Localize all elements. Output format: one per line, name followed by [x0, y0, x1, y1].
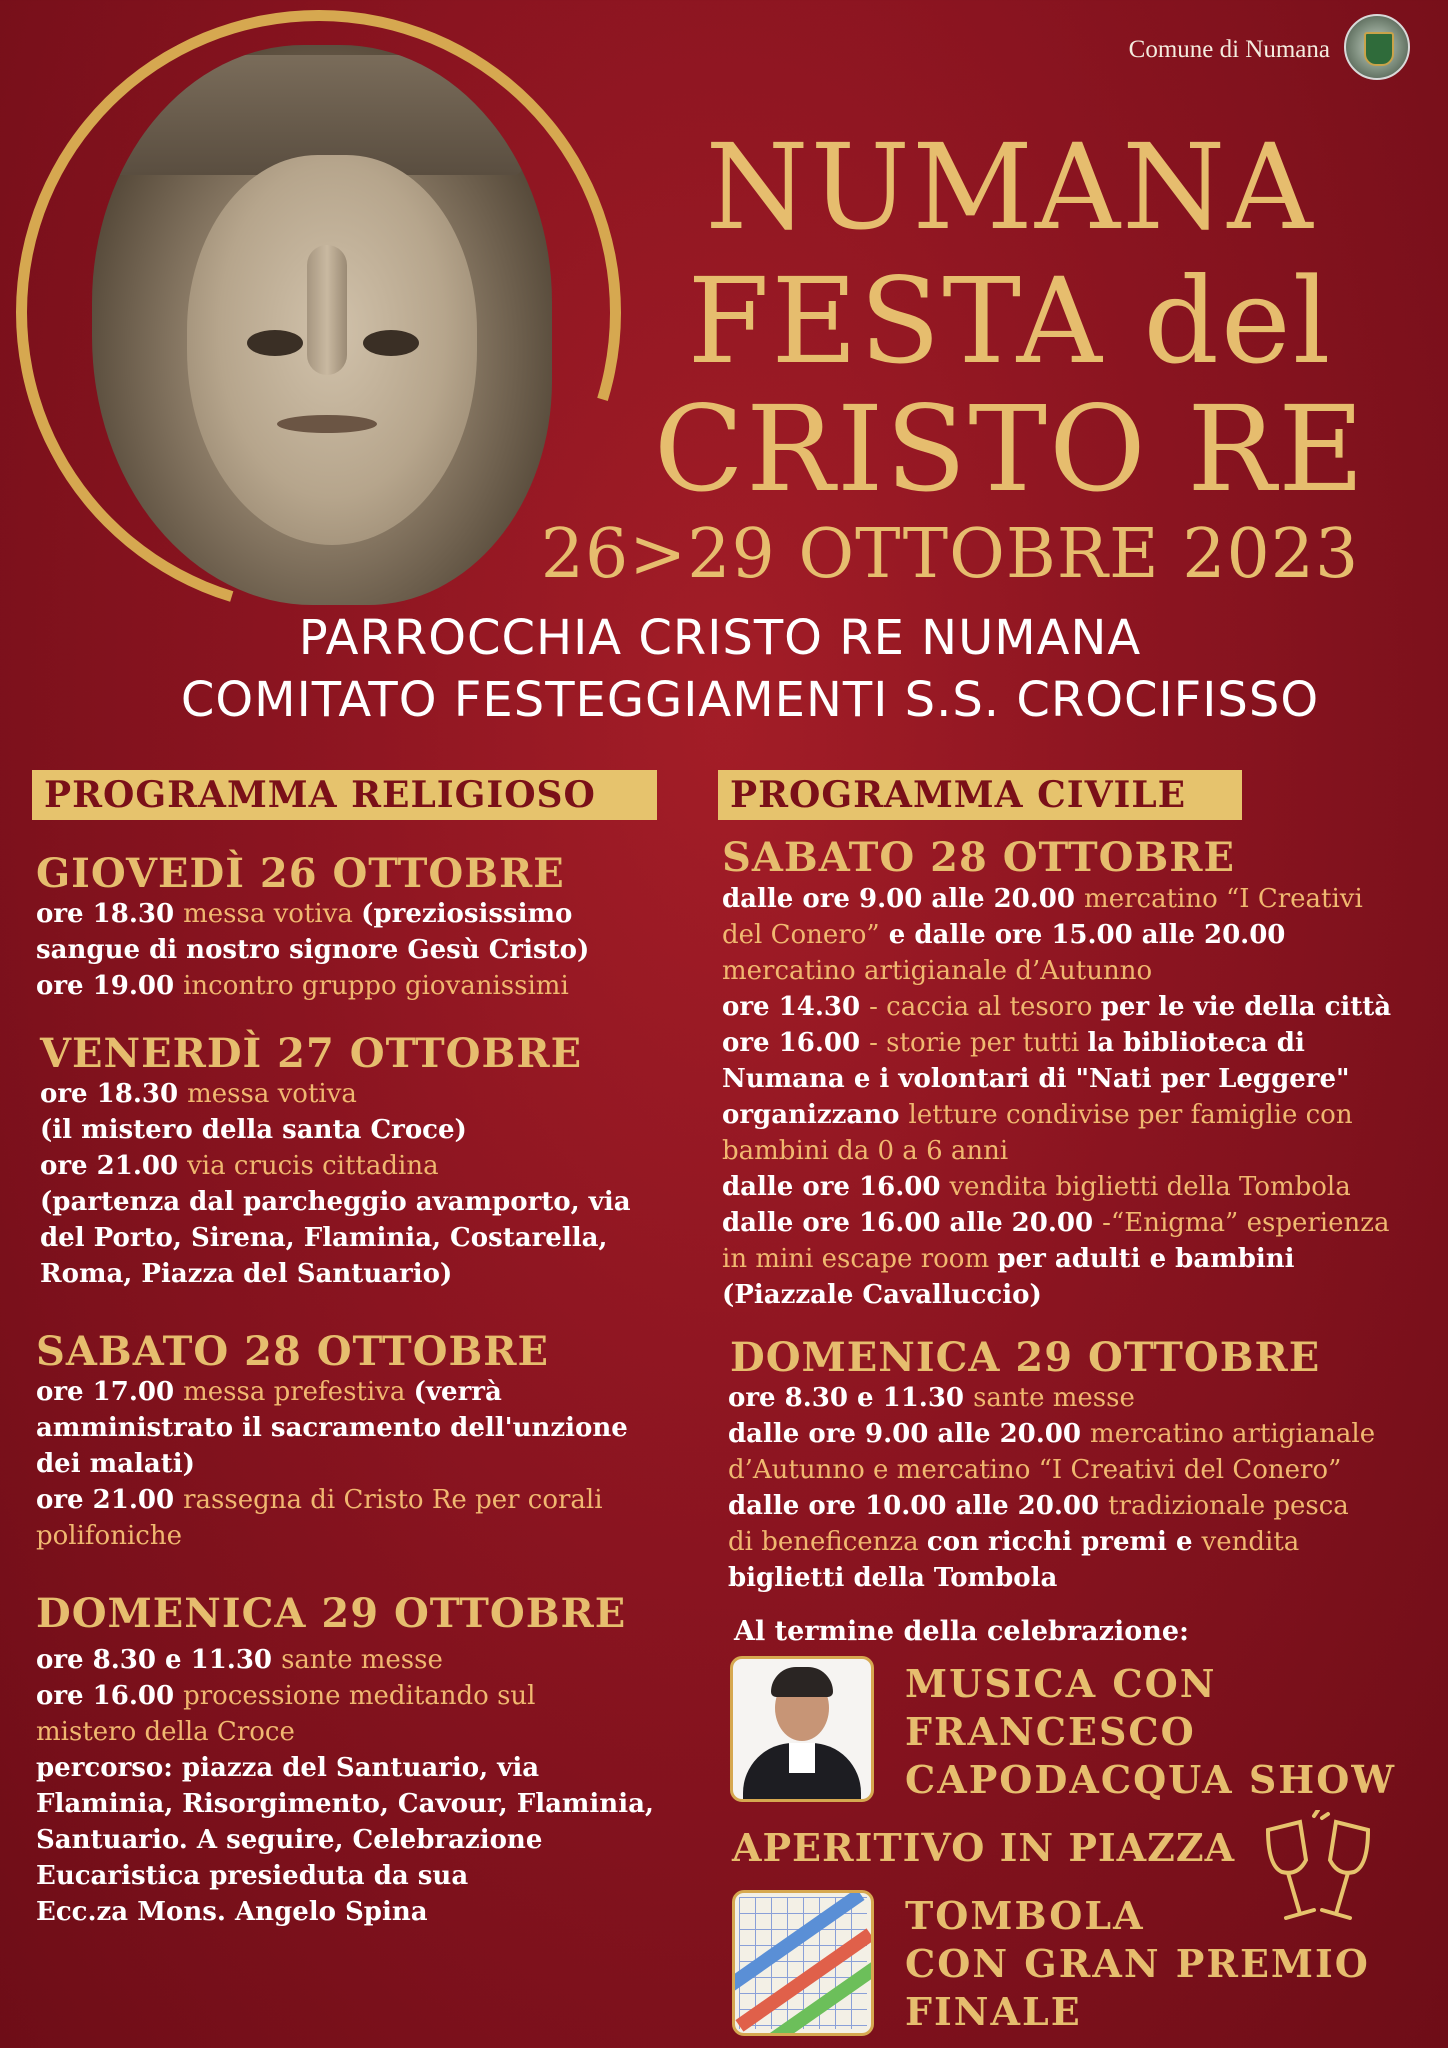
- civile-day-body: dalle ore 9.00 alle 20.00 mercatino “I Creativi del Conero” e dalle ore 15.00 alle 20.00 mercatino artigianale d’Autunno ore 14.30 - caccia al tesoro per le vie della città ore 16.00 - storie per tutti la biblioteca di Numana e i volontari di "Nati per Leggere" organizzano letture condivise per famiglie con bambini da 0 a 6 anni dalle ore 16.00 vendita biglietti della Tombola dalle ore 16.00 alle 20.00 -“Enigma” esperienza in mini escape room per adulti e bambini (Piazzale Cavalluccio): [722, 884, 1392, 1310]
- religioso-day-body: ore 17.00 messa prefestiva (verrà amministrato il sacramento dell'unzione dei malati) ore 21.00 rassegna di Cristo Re per corali polifoniche: [36, 1377, 628, 1551]
- tombola-line: FINALE: [905, 1989, 1082, 2034]
- civile-day-title: SABATO 28 OTTOBRE: [722, 834, 1236, 881]
- title-cristo-re: CRISTO RE: [653, 380, 1367, 518]
- organizer-parrocchia: PARROCCHIA CRISTO RE NUMANA: [298, 610, 1142, 666]
- religioso-day-title: GIOVEDÌ 26 OTTOBRE: [36, 850, 565, 897]
- comune-label: Comune di Numana: [1128, 36, 1330, 63]
- religioso-day-title: VENERDÌ 27 OTTOBRE: [40, 1030, 583, 1077]
- religioso-day-body: ore 8.30 e 11.30 sante messe ore 16.00 processione meditando sul mistero della Croce percorso: piazza del Santuario, via Flaminia, Risorgimento, Cavour, Flaminia, Santuario. A seguire, Celebrazione Eucaristica presieduta da sua Ecc.za Mons. Angelo Spina: [36, 1645, 654, 1927]
- organizer-comitato: COMITATO FESTEGGIAMENTI S.S. CROCIFISSO: [180, 672, 1320, 728]
- show-line: MUSICA CON: [905, 1661, 1217, 1706]
- civile-day-body: ore 8.30 e 11.30 sante messe dalle ore 9.00 alle 20.00 mercatino artigianale d’Autunno e mercatino “I Creativi del Conero” dalle ore 10.00 alle 20.00 tradizionale pesca di beneficenza con ricchi premi e vendita biglietti della Tombola: [728, 1383, 1376, 1593]
- religioso-day-body: ore 18.30 messa votiva (preziosissimo sangue di nostro signore Gesù Cristo) ore 19.00 incontro gruppo giovanissimi: [36, 899, 590, 1001]
- programma-civile-heading: PROGRAMMA CIVILE: [718, 770, 1242, 820]
- show-line: FRANCESCO: [905, 1709, 1196, 1754]
- francesco-capodacqua-photo: [730, 1656, 874, 1802]
- municipal-seal-icon: [1344, 14, 1410, 80]
- champagne-glasses-icon: [1248, 1810, 1388, 1930]
- title-festa-del: FESTA del: [687, 252, 1333, 390]
- religioso-day-title: SABATO 28 OTTOBRE: [36, 1328, 550, 1375]
- civile-day-title: DOMENICA 29 OTTOBRE: [730, 1334, 1321, 1381]
- aperitivo-in-piazza: APERITIVO IN PIAZZA: [732, 1825, 1236, 1870]
- termine-celebrazione-label: Al termine della celebrazione:: [734, 1616, 1190, 1647]
- title-numana: NUMANA: [705, 118, 1315, 256]
- tombola-line: CON GRAN PREMIO: [905, 1941, 1370, 1986]
- programma-religioso-heading: PROGRAMMA RELIGIOSO: [32, 770, 657, 820]
- religioso-day-title: DOMENICA 29 OTTOBRE: [36, 1590, 627, 1637]
- religioso-day-body: ore 18.30 messa votiva (il mistero della santa Croce) ore 21.00 via crucis cittadina (partenza dal parcheggio avamporto, via del Porto, Sirena, Flaminia, Costarella, Roma, Piazza del Santuario): [40, 1079, 631, 1289]
- show-line: CAPODACQUA SHOW: [905, 1757, 1396, 1802]
- event-dates: 26>29 OTTOBRE 2023: [540, 515, 1360, 594]
- tombola-cards-image: [732, 1890, 874, 2036]
- tombola-line: TOMBOLA: [905, 1893, 1145, 1938]
